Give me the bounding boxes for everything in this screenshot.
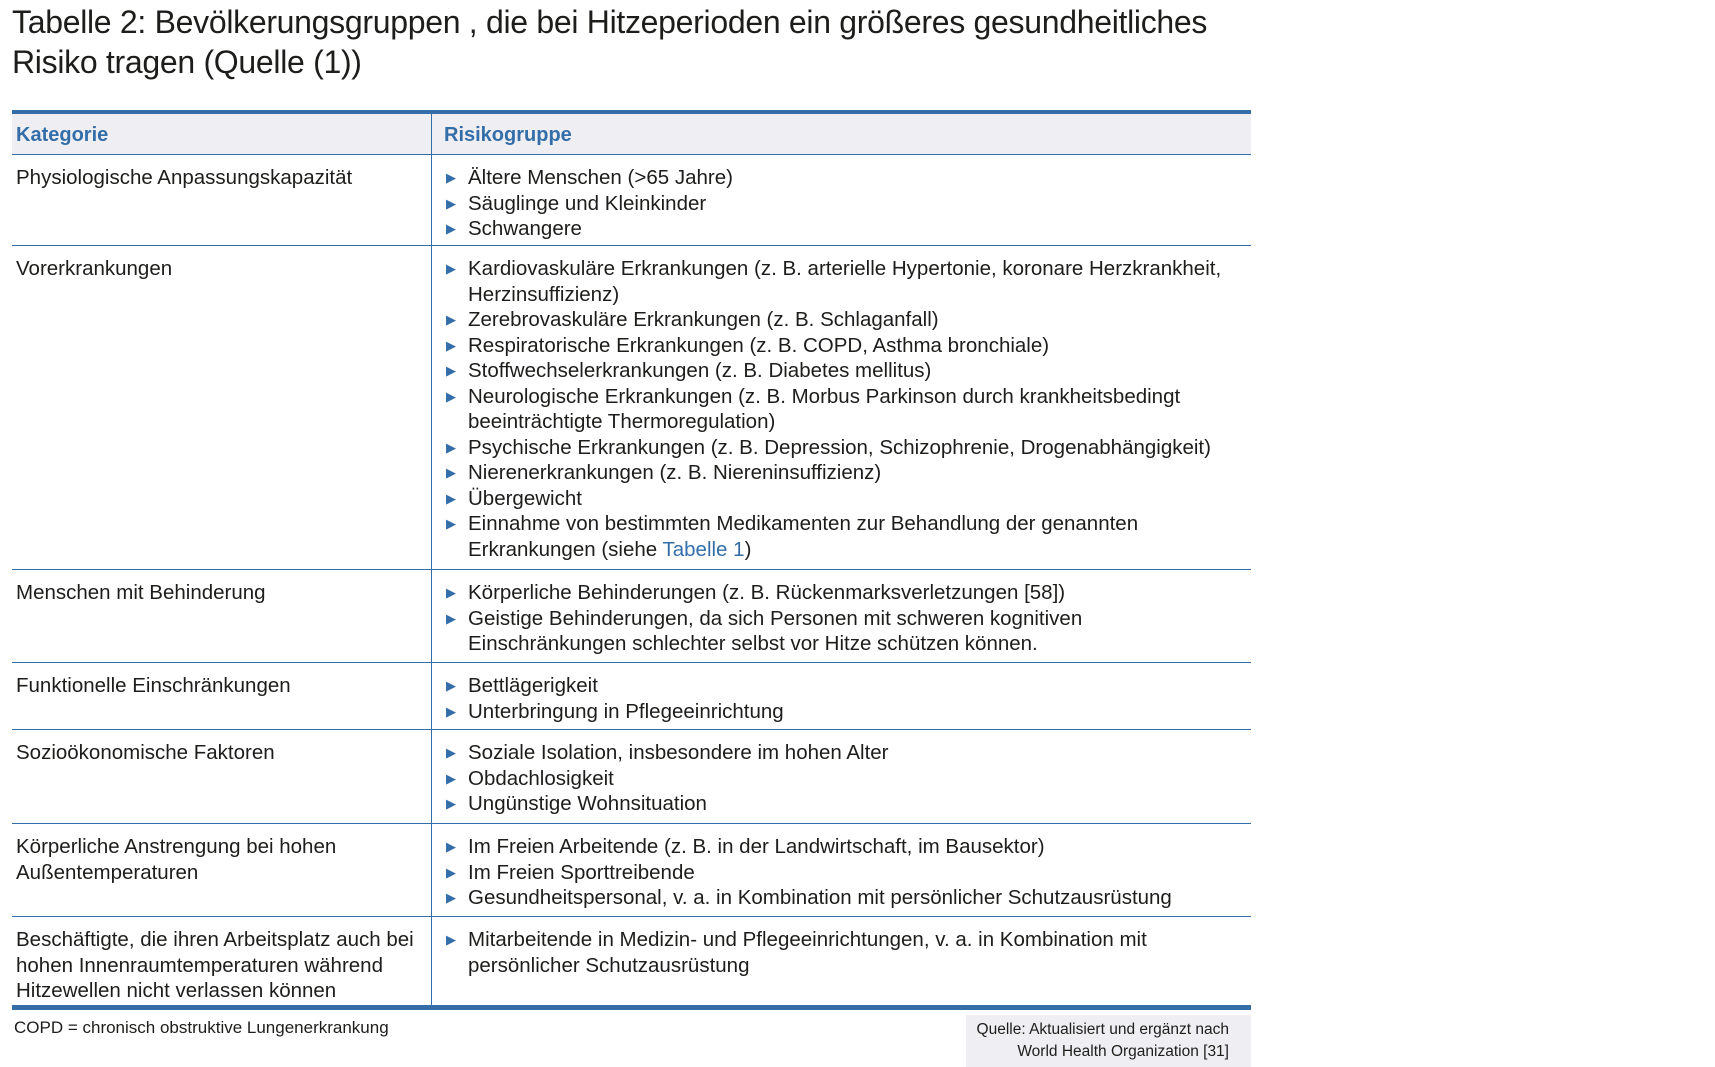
list-item (444, 606, 1243, 657)
triangle-right-icon: ▶ (446, 439, 456, 455)
triangle-right-icon: ▶ (446, 839, 456, 854)
triangle-right-icon: ▶ (446, 864, 456, 880)
category-cell: Beschäftigte, die ihren Arbeitsplatz auch bei hohen Innenraumtemperaturen während Hitzewellen nicht verlassen können (12, 917, 432, 1005)
triangle-right-icon: ▶ (446, 932, 456, 947)
item-text: Obdachlosigkeit (468, 766, 614, 790)
list-item (444, 191, 1243, 217)
triangle-right-icon: ▶ (446, 770, 456, 786)
list-item (444, 580, 1243, 606)
list-item (444, 511, 1243, 562)
list-item-text (468, 165, 733, 191)
list-item (444, 791, 1243, 817)
category-cell: Physiologische Anpassungskapazität (12, 155, 432, 245)
list-item-text (468, 606, 1243, 657)
triangle-right-icon: ▶ (446, 516, 456, 531)
triangle-right-icon: ▶ (446, 796, 456, 811)
risk-group-cell (432, 663, 1251, 729)
table-row (12, 246, 1251, 570)
triangle-right-icon: ▶ (446, 490, 456, 506)
table-header-row (12, 114, 1251, 155)
list-item-text (468, 860, 695, 886)
list-item-text (468, 580, 1065, 606)
item-text: Stoffwechselerkrankungen (z. B. Diabetes mellitus) (468, 359, 932, 382)
table-row (12, 663, 1251, 730)
triangle-right-icon: ▶ (446, 312, 456, 327)
list-item (444, 486, 1243, 512)
table-row (12, 824, 1251, 917)
category-cell: Funktionelle Einschränkungen (12, 663, 432, 729)
list-item (444, 885, 1243, 911)
triangle-right-icon: ▶ (446, 261, 456, 276)
item-text: Neurologische Erkrankungen (z. B. Morbus Parkinson durch krankheitsbedingt beeinträchtigte Thermoregulation) (468, 384, 1181, 433)
list-item-text (468, 791, 707, 817)
list-item-text (468, 256, 1243, 307)
list-item-text (468, 673, 598, 699)
risk-group-cell (432, 155, 1251, 245)
list-item-text (468, 740, 889, 766)
list-item (444, 435, 1243, 461)
item-text: Schwangere (468, 217, 582, 240)
table-row (12, 917, 1251, 1005)
triangle-right-icon: ▶ (446, 745, 456, 760)
item-text: Geistige Behinderungen, da sich Personen mit schweren kognitiven Einschränkungen schlechter selbst vor Hitze schützen können. (468, 606, 1083, 655)
item-text: Soziale Isolation, insbesondere im hohen Alter (468, 741, 889, 764)
header-risikogruppe: Risikogruppe (444, 124, 572, 146)
risk-group-cell (432, 570, 1251, 662)
table-bottom-rule (12, 1005, 1251, 1010)
triangle-right-icon: ▶ (446, 221, 456, 236)
triangle-right-icon: ▶ (446, 610, 456, 626)
risk-group-cell (432, 246, 1251, 569)
header-kategorie: Kategorie (12, 114, 432, 154)
source-line-1: Quelle: Aktualisiert und ergänzt nach (976, 1021, 1229, 1038)
triangle-right-icon: ▶ (446, 170, 456, 185)
table-body (12, 155, 1251, 1005)
list-item-text (468, 927, 1243, 978)
list-item (444, 165, 1243, 191)
list-item (444, 740, 1243, 766)
list-item-text (468, 216, 582, 242)
triangle-right-icon: ▶ (446, 890, 456, 905)
list-item-text (468, 384, 1243, 435)
risk-groups-table (12, 110, 1251, 1010)
list-item-text (468, 460, 881, 486)
item-text: Psychische Erkrankungen (z. B. Depression, Schizophrenie, Drogenabhängigkeit) (468, 435, 1211, 459)
item-text: Nierenerkrankungen (z. B. Niereninsuffizienz) (468, 461, 882, 484)
item-text: Gesundheitspersonal, v. a. in Kombination mit persönlicher Schutzausrüstung (468, 886, 1172, 909)
list-item (444, 358, 1243, 384)
list-item (444, 766, 1243, 792)
item-text: Bettlägerigkeit (468, 674, 598, 697)
item-text: Ungünstige Wohnsituation (468, 792, 707, 815)
item-text: Mitarbeitende in Medizin- und Pflegeeinrichtungen, v. a. in Kombination mit persönlicher Schutzausrüstung (468, 928, 1147, 977)
list-item (444, 256, 1243, 307)
list-item (444, 699, 1243, 725)
list-item (444, 927, 1243, 978)
item-text: Übergewicht (468, 486, 582, 510)
list-item-text (468, 358, 931, 384)
list-item-text (468, 333, 1049, 359)
list-item-text (468, 511, 1243, 562)
source-note (966, 1015, 1251, 1067)
risk-group-cell (432, 730, 1251, 823)
list-item-text (468, 191, 706, 217)
item-text: Säuglinge und Kleinkinder (468, 191, 707, 215)
footnote: COPD = chronisch obstruktive Lungenerkrankung (14, 1018, 389, 1037)
triangle-right-icon: ▶ (446, 388, 456, 404)
item-text: Zerebrovaskuläre Erkrankungen (z. B. Schlaganfall) (468, 308, 939, 331)
item-text: Ältere Menschen (>65 Jahre) (468, 166, 733, 189)
triangle-right-icon: ▶ (446, 363, 456, 378)
list-item-text (468, 834, 1045, 860)
triangle-right-icon: ▶ (446, 337, 456, 353)
item-text: Kardiovaskuläre Erkrankungen (z. B. arterielle Hypertonie, koronare Herzkrankheit, Herzinsuffizienz) (468, 257, 1222, 306)
category-cell: Vorerkrankungen (12, 246, 432, 569)
list-item-text (468, 766, 614, 792)
list-item-text (468, 307, 939, 333)
list-item-text (468, 885, 1172, 911)
category-cell: Menschen mit Behinderung (12, 570, 432, 662)
list-item (444, 860, 1243, 886)
table-reference-link[interactable]: Tabelle 1 (662, 537, 745, 561)
triangle-right-icon: ▶ (446, 703, 456, 719)
risk-group-cell (432, 824, 1251, 916)
item-text: Unterbringung in Pflegeeinrichtung (468, 699, 784, 723)
item-text: Körperliche Behinderungen (z. B. Rückenmarksverletzungen [58]) (468, 581, 1066, 604)
triangle-right-icon: ▶ (446, 465, 456, 480)
triangle-right-icon: ▶ (446, 678, 456, 693)
list-item-text (468, 699, 784, 725)
table-title: Tabelle 2: Bevölkerungsgruppen , die bei Hitzeperioden ein größeres gesundheitliches Risiko tragen (Quelle (1)) (12, 4, 1208, 80)
list-item (444, 460, 1243, 486)
list-item (444, 307, 1243, 333)
item-text: Respiratorische Erkrankungen (z. B. COPD, Asthma bronchiale) (468, 333, 1050, 357)
category-cell: Körperliche Anstrengung bei hohen Außentemperaturen (12, 824, 432, 916)
triangle-right-icon: ▶ (446, 585, 456, 600)
item-text-suffix: ) (744, 537, 752, 561)
table-row (12, 155, 1251, 246)
list-item-text (468, 486, 582, 512)
list-item (444, 384, 1243, 435)
table-row (12, 730, 1251, 824)
list-item (444, 673, 1243, 699)
source-line-2: World Health Organization [31] (1017, 1043, 1229, 1060)
risk-group-cell (432, 917, 1251, 1005)
item-text: Im Freien Sporttreibende (468, 860, 695, 884)
list-item (444, 333, 1243, 359)
table-row (12, 570, 1251, 663)
item-text: Im Freien Arbeitende (z. B. in der Landwirtschaft, im Bausektor) (468, 835, 1045, 858)
item-text: Einnahme von bestimmten Medikamenten zur Behandlung der genannten Erkrankungen (siehe (468, 512, 1139, 561)
category-cell: Sozioökonomische Faktoren (12, 730, 432, 823)
list-item (444, 216, 1243, 242)
list-item-text (468, 435, 1211, 461)
triangle-right-icon: ▶ (446, 195, 456, 211)
list-item (444, 834, 1243, 860)
